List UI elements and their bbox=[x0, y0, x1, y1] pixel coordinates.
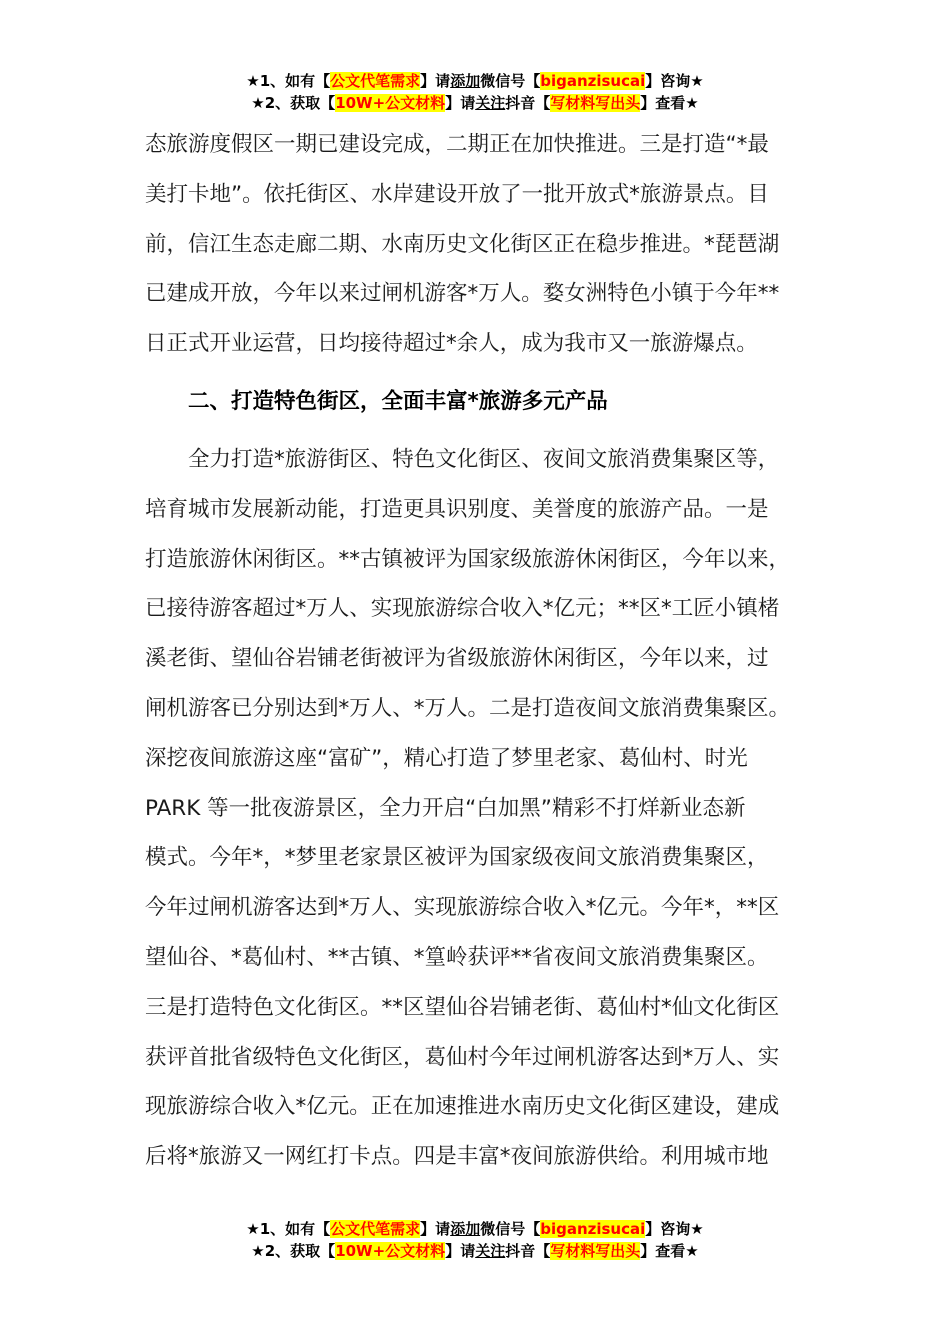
text-line: 美打卡地”。依托街区、水岸建设开放了一批开放式*旅游景点。目 bbox=[145, 181, 769, 207]
text-line: PARK 等一批夜游景区，全力开启“白加黑”精彩不打烊新业态新 bbox=[145, 795, 746, 821]
text-line: 今年过闸机游客达到*万人、实现旅游综合收入*亿元。今年*，**区 bbox=[145, 895, 780, 921]
header-banner bbox=[0, 70, 950, 114]
text-line: 培育城市发展新动能，打造更具识别度、美誉度的旅游产品。一是 bbox=[145, 496, 769, 522]
text-line: 打造旅游休闲街区。**古镇被评为国家级旅游休闲街区，今年以来， bbox=[145, 546, 791, 572]
text-line: 溪老街、望仙谷岩铺老街被评为省级旅游休闲街区，今年以来，过 bbox=[145, 646, 769, 672]
footer-banner bbox=[0, 1218, 950, 1262]
text-line: 闸机游客已分别达到*万人、*万人。二是打造夜间文旅消费集聚区。 bbox=[145, 695, 791, 721]
text-line: 模式。今年*，*梦里老家景区被评为国家级夜间文旅消费集聚区， bbox=[145, 845, 769, 871]
text-line: 三是打造特色文化街区。**区望仙谷岩铺老街、葛仙村*仙文化街区 bbox=[145, 994, 780, 1020]
text-line: 日正式开业运营，日均接待超过*余人，成为我市又一旅游爆点。 bbox=[145, 331, 758, 357]
highlight-service: 公文代笔需求 bbox=[330, 1220, 421, 1238]
banner-line-2: ★2、获取【10W+公文材料】请关注抖音【写材料写出头】查看★ bbox=[251, 1242, 699, 1260]
highlight-materials: 10W+公文材料 bbox=[335, 1242, 446, 1260]
text-line: 已接待游客超过*万人、实现旅游综合收入*亿元；**区*工匠小镇楮 bbox=[145, 596, 780, 622]
section-heading: 二、打造特色街区，全面丰富*旅游多元产品 bbox=[188, 388, 608, 414]
text-line: 态旅游度假区一期已建设完成，二期正在加快推进。三是打造“*最 bbox=[145, 132, 769, 157]
text-line: 获评首批省级特色文化街区，葛仙村今年过闸机游客达到*万人、实 bbox=[145, 1044, 780, 1070]
text-line: 现旅游综合收入*亿元。正在加速推进水南历史文化街区建设，建成 bbox=[145, 1094, 780, 1120]
text-line: 已建成开放，今年以来过闸机游客*万人。婺女洲特色小镇于今年** bbox=[145, 281, 780, 307]
document-body bbox=[145, 120, 835, 1182]
highlight-materials: 10W+公文材料 bbox=[335, 94, 446, 112]
text-line: 深挖夜间旅游这座“富矿”，精心打造了梦里老家、葛仙村、时光 bbox=[145, 745, 748, 771]
highlight-douyin-account: 写材料写出头 bbox=[550, 1242, 641, 1260]
text-line: 后将*旅游又一网红打卡点。四是丰富*夜间旅游供给。利用城市地 bbox=[145, 1144, 769, 1170]
banner-line-1: ★1、如有【公文代笔需求】请添加微信号【biganzisucai】咨询★ bbox=[246, 1220, 704, 1238]
highlight-wechat-id: biganzisucai bbox=[540, 72, 646, 90]
text-line: 望仙谷、*葛仙村、**古镇、*篁岭获评**省夜间文旅消费集聚区。 bbox=[145, 944, 769, 970]
banner-line-1: ★1、如有【公文代笔需求】请添加微信号【biganzisucai】咨询★ bbox=[246, 72, 704, 90]
highlight-douyin-account: 写材料写出头 bbox=[550, 94, 641, 112]
paragraph-2 bbox=[145, 435, 835, 1182]
text-line: 前，信江生态走廊二期、水南历史文化街区正在稳步推进。*琵琶湖 bbox=[145, 231, 780, 257]
highlight-service: 公文代笔需求 bbox=[330, 72, 421, 90]
highlight-wechat-id: biganzisucai bbox=[540, 1220, 646, 1238]
banner-line-2: ★2、获取【10W+公文材料】请关注抖音【写材料写出头】查看★ bbox=[251, 94, 699, 112]
paragraph-1 bbox=[145, 120, 835, 369]
text-line: 全力打造*旅游街区、特色文化街区、夜间文旅消费集聚区等， bbox=[188, 446, 780, 472]
